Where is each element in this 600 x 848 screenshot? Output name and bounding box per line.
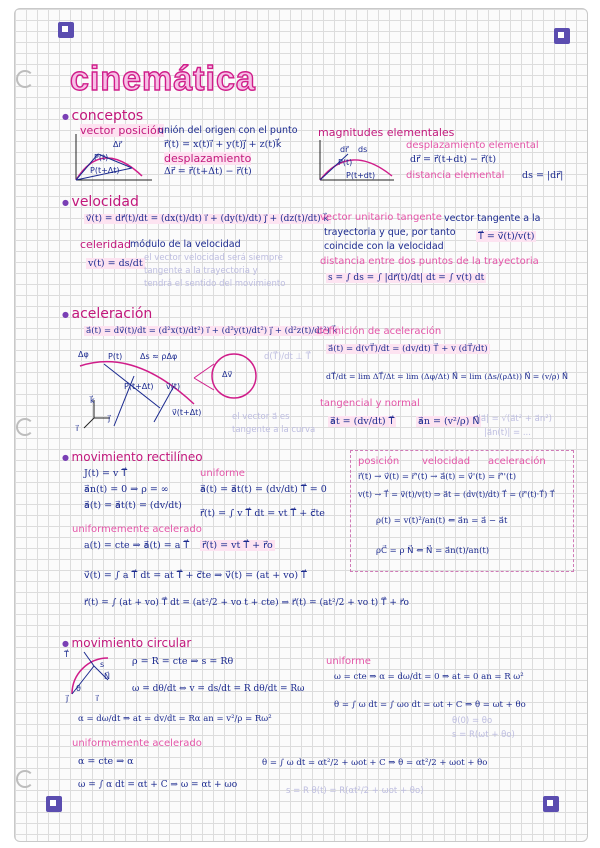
box-header-posicion: posición [358,456,400,467]
aceleracion-formula: a⃗(t) = dv⃗(t)/dt = (d²x(t)/dt²) i⃗ + (d²y(t)/dt²) j⃗ + (d²z(t)/dt²) k⃗ [86,326,338,336]
fig3-label-delta-phi: Δφ [78,350,89,359]
subheading-rectilineo-uniforme: uniforme [200,468,245,479]
rectilineo-acelerado-f3: r⃗(t) = ∫ (at + vo) T⃗ dt = (at²/2 + vo t + cte) ⇒ r⃗(t) = (at²/2 + vo t) T⃗ + r⃗o [84,598,409,608]
corner-mark-bottom-right [543,796,559,812]
rectilineo-acelerado-f2: v⃗(t) = ∫ a T⃗ dt = at T⃗ + c⃗te ⇒ v⃗(t) = (at + vo) T⃗ [84,570,307,581]
fig3-label-j: j⃗ [108,414,111,423]
celeridad-note-line-3: tendrá el sentido del movimiento [144,279,286,289]
section-heading-velocidad: ● velocidad [62,194,139,210]
corner-mark-top-left [58,22,74,38]
fig-label-delta-r: Δr⃗ [113,140,122,149]
circular-uniforme-f1: ω = cte ⇒ α = dω/dt = 0 ⇒ at = 0 an = R ω² [334,672,524,682]
corner-mark-bottom-left [46,796,62,812]
section-heading-circular: ● movimiento circular [62,636,191,650]
fig2-label-dr: dr⃗ [340,145,349,154]
aceleracion-faint-note-1: d(T⃗)/dt ⊥ T⃗ [264,352,311,362]
tangente-desc-line-1: vector tangente a la [444,213,541,224]
binder-hole [16,770,34,788]
circular-f3: α = dω/dt ⇒ at = dv/dt = Rα an = v²/ρ = Rω² [78,714,272,724]
box-row-2: v(t) → T⃗ = v⃗(t)/v(t) ⇒ a⃗t = (dv(t)/dt) T⃗ = (r⃗'(t)·T⃗) T⃗ [358,490,555,499]
section-heading-conceptos: ● conceptos [62,108,143,124]
subheading-circular-uniforme: uniforme [326,656,371,667]
rectilineo-acelerado-f1: a(t) = cte ⇒ a⃗(t) = a T⃗ [84,540,190,551]
celeridad-description: módulo de la velocidad [130,239,241,250]
celeridad-note-line-1: el vector velocidad será siempre [144,253,283,263]
box-header-velocidad: velocidad [422,456,471,467]
binder-hole [16,70,34,88]
circular-f2: ω = dθ/dt ⇔ v = ds/dt = R dθ/dt = Rω [132,684,305,694]
tangente-desc-line-2: trayectoria y que, por tanto [324,227,456,238]
vector-posicion-formula: r⃗(t) = x(t)i⃗ + y(t)j⃗ + z(t)k⃗ [164,139,282,150]
fig3-label-pt: P(t) [108,352,123,361]
circular-acelerado-f2: ω = ∫ α dt = αt + C ⇒ ω = αt + ωo [78,780,238,790]
subheading-rectilineo-acelerado: uniformemente acelerado [72,524,202,535]
fig4-label-s: s [100,660,105,669]
subheading-celeridad: celeridad [80,238,131,251]
fig3-label-vt-dt: v⃗(t+Δt) [172,408,202,417]
aceleracion-faint-note-3: tangente a la curva [232,425,316,435]
subheading-definicion-aceleracion: definición de aceleración [316,326,442,337]
fig4-label-theta: θ [76,684,81,693]
subheading-vector-tangente: vector unitario tangente [320,212,442,223]
binder-hole [16,418,34,436]
celeridad-formula: v(t) = ds/dt [88,258,143,269]
fig4-label-t: T⃗ [64,650,69,659]
rectilineo-line-1: J(t) = v T⃗ [84,468,128,479]
fig2-label-pt-dt: P(t+dt) [346,171,376,180]
fig3-label-i: i⃗ [76,424,79,433]
section-heading-aceleracion: ● aceleración [62,306,152,322]
vector-posicion-description: unión del origen con el punto [158,125,298,136]
circular-uniforme-f2: θ = ∫ ω dt = ∫ ωo dt = ωt + C ⇒ θ = ωt + θo [334,700,526,710]
fig2-label-pt: P(t) [338,158,353,167]
subheading-tangencial-normal: tangencial y normal [320,398,420,409]
rectilineo-uniforme-f2: r⃗(t) = ∫ v T⃗ dt = vt T⃗ + c⃗te [200,508,325,519]
desplazamiento-elemental-formula: dr⃗ = r⃗(t+dt) − r⃗(t) [410,154,497,165]
fig3-label-k: k⃗ [90,396,95,405]
subheading-magnitudes: magnitudes elementales [318,126,455,139]
fig-label-pt-dt: P(t+Δt) [90,166,120,175]
circular-f1: ρ = R = cte ⇒ s = Rθ [132,656,234,667]
box-row-1: r⃗(t) → v⃗(t) = r⃗'(t) → a⃗(t) = v⃗'(t) = r⃗''(t) [358,472,517,482]
subheading-distancia-elemental: distancia elemental [406,170,505,181]
aceleracion-faint-right-1: |a⃗| = √(a⃗t² + a⃗n²) [478,414,552,424]
box-row-4: ρC⃗ = ρ N⃗ ⇐ N⃗ = a⃗n(t)/an(t) [376,546,490,556]
subheading-desplazamiento: desplazamiento [164,152,252,165]
definicion-formula-2: dT⃗/dt = lim ΔT⃗/Δt = lim (Δφ/Δt) N⃗ = lim (Δs/(ρΔt)) N⃗ = (v/ρ) N⃗ [326,372,568,381]
subheading-vector-posicion: vector posición [80,124,164,137]
corner-mark-top-right [554,28,570,44]
circular-uniforme-faint-1: θ(0) = θo [452,716,493,726]
velocidad-formula: v⃗(t) = dr⃗(t)/dt = (dx(t)/dt) i⃗ + (dy(t)/dt) j⃗ + (dz(t)/dt) k⃗ [86,214,329,224]
aceleracion-faint-right-2: |a⃗n(t)| = ... [484,428,531,438]
normal-formula: a⃗n = (v²/ρ) N⃗ [418,416,480,427]
fig4-label-i: i⃗ [96,694,99,703]
fig2-label-ds: ds [358,145,368,154]
fig3-label-delta-s: Δs ≈ ρΔφ [140,352,178,361]
aceleracion-faint-note-2: el vector a⃗ es [232,412,290,422]
circular-acelerado-faint: s = R θ(t) = R(αt²/2 + ωot + θo) [286,786,424,796]
fig3-label-pt-dt: P(t+Δt) [124,382,154,391]
box-row-3: ρ(t) = v(t)²/an(t) ⇐ a⃗n = a⃗ − a⃗t [376,516,508,526]
definicion-formula-1: a⃗(t) = d(vT⃗)/dt = (dv/dt) T⃗ + v (dT⃗/dt) [328,344,488,354]
rectilineo-uniforme-f3: r⃗(t) = vt T⃗ + r⃗o [202,540,273,551]
circular-motion-diagram [64,650,128,700]
tangente-formula: T⃗ = v⃗(t)/v(t) [478,231,535,242]
circular-uniforme-faint-2: s = R(ωt + θo) [452,730,515,740]
circular-acelerado-f1: α = cte ⇒ α [78,756,134,767]
celeridad-note-line-2: tangente a la trayectoria y [144,266,258,276]
page-title: cinemática [70,60,256,98]
box-header-aceleracion: aceleración [488,456,546,467]
desplazamiento-formula: Δr⃗ = r⃗(t+Δt) − r⃗(t) [164,166,252,177]
distancia-formula: s = ∫ ds = ∫ |dr⃗(t)/dt| dt = ∫ v(t) dt [328,273,485,283]
tangente-desc-line-3: coincide con la velocidad [324,241,444,252]
distancia-elemental-formula: ds = |dr⃗| [522,170,564,181]
rectilineo-line-2: a⃗n(t) = 0 ⇒ ρ = ∞ [84,484,169,495]
fig4-label-j: j⃗ [66,694,69,703]
fig-label-pt: P(t) [94,153,109,162]
subheading-distancia-dos-puntos: distancia entre dos puntos de la trayectoria [320,256,539,267]
rectilineo-uniforme-f1: a⃗(t) = a⃗t(t) = (dv/dt) T⃗ = 0 [200,484,327,495]
fig3-label-delta-v: Δv⃗ [222,370,233,379]
subheading-circular-acelerado: uniformemente acelerado [72,738,202,749]
rectilineo-line-3: a⃗(t) = a⃗t(t) = (dv/dt) [84,500,182,511]
tangencial-formula: a⃗t = (dv/dt) T⃗ [330,416,395,427]
subheading-desplazamiento-elemental: desplazamiento elemental [406,140,539,151]
fig4-label-n: N⃗ [104,672,110,681]
circular-acelerado-f3: θ = ∫ ω dt = αt²/2 + ωot + C ⇒ θ = αt²/2 + ωot + θo [262,758,488,768]
fig3-label-vt: v⃗(t) [166,382,181,391]
section-heading-rectilineo: ● movimiento rectilíneo [62,450,203,464]
